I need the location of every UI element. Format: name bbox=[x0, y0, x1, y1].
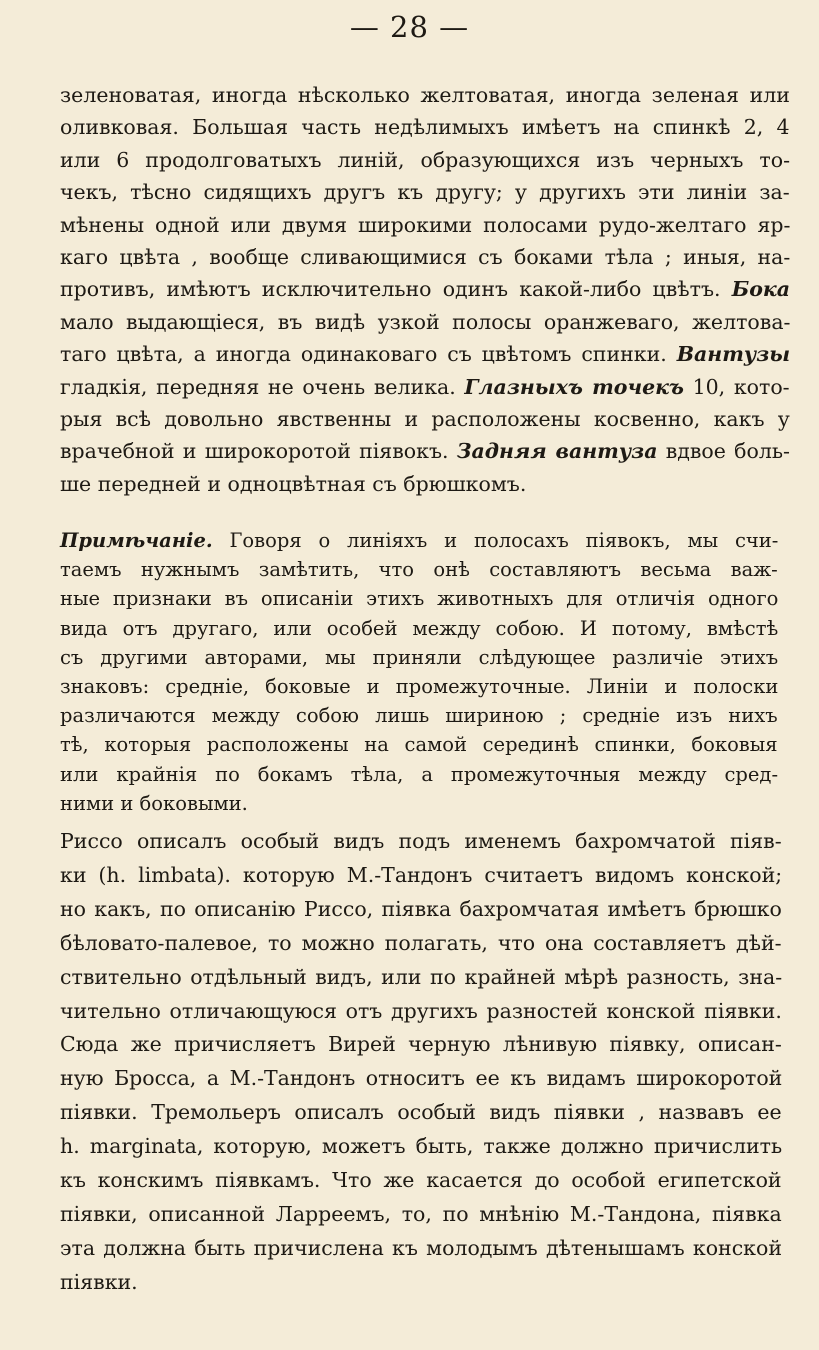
text-line: тѣ, которыя расположены на самой серединѣ спинки, боковыя bbox=[60, 733, 778, 757]
text-line: Сюда же причисляетъ Вирей черную лѣнивую піявку, описан- bbox=[60, 1032, 782, 1057]
page-number: — 28 — bbox=[349, 10, 470, 44]
text-line: каго цвѣта , вообще сливающимися съ боками тѣла ; иныя, на- bbox=[60, 245, 791, 269]
text-line bbox=[60, 341, 790, 367]
text-line: бѣловато-палевое, то можно полагать, что она составляетъ дѣй- bbox=[60, 930, 782, 955]
text-line bbox=[60, 528, 778, 554]
text-line: піявки. Тремольеръ описалъ особый видъ піявки , назвавъ ее bbox=[60, 1100, 782, 1125]
text-line: ки (h. limbata). которую М.-Тандонъ считаетъ видомъ конской; bbox=[60, 862, 783, 887]
text-line bbox=[60, 374, 790, 400]
text-line: зеленоватая, иногда нѣсколько желтоватая, иногда зеленая или bbox=[60, 83, 790, 107]
text-line: таемъ нужнымъ замѣтить, что онѣ составляютъ весьма важ- bbox=[60, 558, 778, 582]
italic-term: Глазныхъ точекъ bbox=[464, 374, 684, 399]
italic-term: Вантузы bbox=[676, 342, 791, 367]
text-line: ними и боковыми. bbox=[60, 791, 248, 815]
italic-term: Примѣчаніе. bbox=[60, 529, 213, 552]
text-line: ные признаки въ описаніи этихъ животныхъ для отличія одного bbox=[60, 587, 779, 611]
text-line: или крайнія по бокамъ тѣла, а промежуточныя между сред- bbox=[60, 762, 779, 786]
text-line: мало выдающіеся, въ видѣ узкой полосы оранжеваго, желтова- bbox=[60, 309, 791, 334]
text-line: рыя всѣ довольно явственны и расположены косвенно, какъ у bbox=[60, 407, 790, 431]
text-line: чительно отличающуюся отъ другихъ разностей конской піявки. bbox=[60, 998, 782, 1023]
text-line: піявки, описанной Ларреемъ, то, по мнѣнію М.-Тандона, піявка bbox=[60, 1201, 782, 1226]
text-line: мѣнены одной или двумя широкими полосами рудо-желтаго яр- bbox=[60, 212, 791, 237]
text-line: эта должна быть причислена къ молодымъ дѣтенышамъ конской bbox=[60, 1235, 782, 1260]
text-line: ствительно отдѣльный видъ, или по крайней мѣрѣ разность, зна- bbox=[60, 964, 783, 989]
text-line: ную Бросса, а М.-Тандонъ относитъ ее къ видамъ широкоротой bbox=[60, 1066, 783, 1091]
text-line: піявки. bbox=[60, 1269, 138, 1294]
text-line: ше передней и одноцвѣтная съ брюшкомъ. bbox=[60, 471, 527, 496]
line-text: врачебной и широкоротой піявокъ. bbox=[60, 439, 457, 464]
text-line: съ другими авторами, мы приняли слѣдующее различіе этихъ bbox=[60, 645, 779, 669]
text-line bbox=[60, 438, 790, 464]
italic-term: Бока bbox=[731, 277, 791, 302]
line-text: противъ, имѣютъ исключительно одинъ какой-либо цвѣтъ. bbox=[60, 277, 732, 302]
text-line: къ конскимъ піявкамъ. Что же касается до особой египетской bbox=[60, 1168, 782, 1192]
italic-term: Задняя вантуза bbox=[456, 439, 658, 464]
line-text: гладкія, передняя не очень велика. bbox=[60, 374, 465, 399]
text-line: но какъ, по описанію Риссо, піявка бахромчатая имѣетъ брюшко bbox=[60, 896, 782, 921]
text-line: различаются между собою лишь шириною ; средніе изъ нихъ bbox=[60, 704, 778, 728]
text-line: h. marginata, которую, можетъ быть, также должно причислить bbox=[60, 1134, 783, 1159]
text-line: знаковъ: средніе, боковые и промежуточные. Линіи и полоски bbox=[60, 675, 779, 698]
line-text: вдвое боль- bbox=[657, 439, 790, 464]
line-text: Говоря о линіяхъ и полосахъ піявокъ, мы счи- bbox=[212, 529, 779, 552]
text-line: чекъ, тѣсно сидящихъ другъ къ другу; у другихъ эти линіи за- bbox=[60, 180, 790, 205]
text-line bbox=[60, 276, 790, 302]
text-line: вида отъ другаго, или особей между собою. И потому, вмѣстѣ bbox=[60, 616, 779, 640]
line-text: 10, кото- bbox=[683, 374, 790, 399]
line-text: таго цвѣта, а иногда одинаковаго съ цвѣтомъ спинки. bbox=[60, 342, 677, 367]
text-line: оливковая. Большая часть недѣлимыхъ имѣетъ на спинкѣ 2, 4 bbox=[60, 115, 790, 140]
text-line: или 6 продолговатыхъ линій, образующихся изъ черныхъ то- bbox=[60, 147, 791, 172]
text-line: Риссо описалъ особый видъ подъ именемъ бахромчатой піяв- bbox=[60, 829, 782, 853]
